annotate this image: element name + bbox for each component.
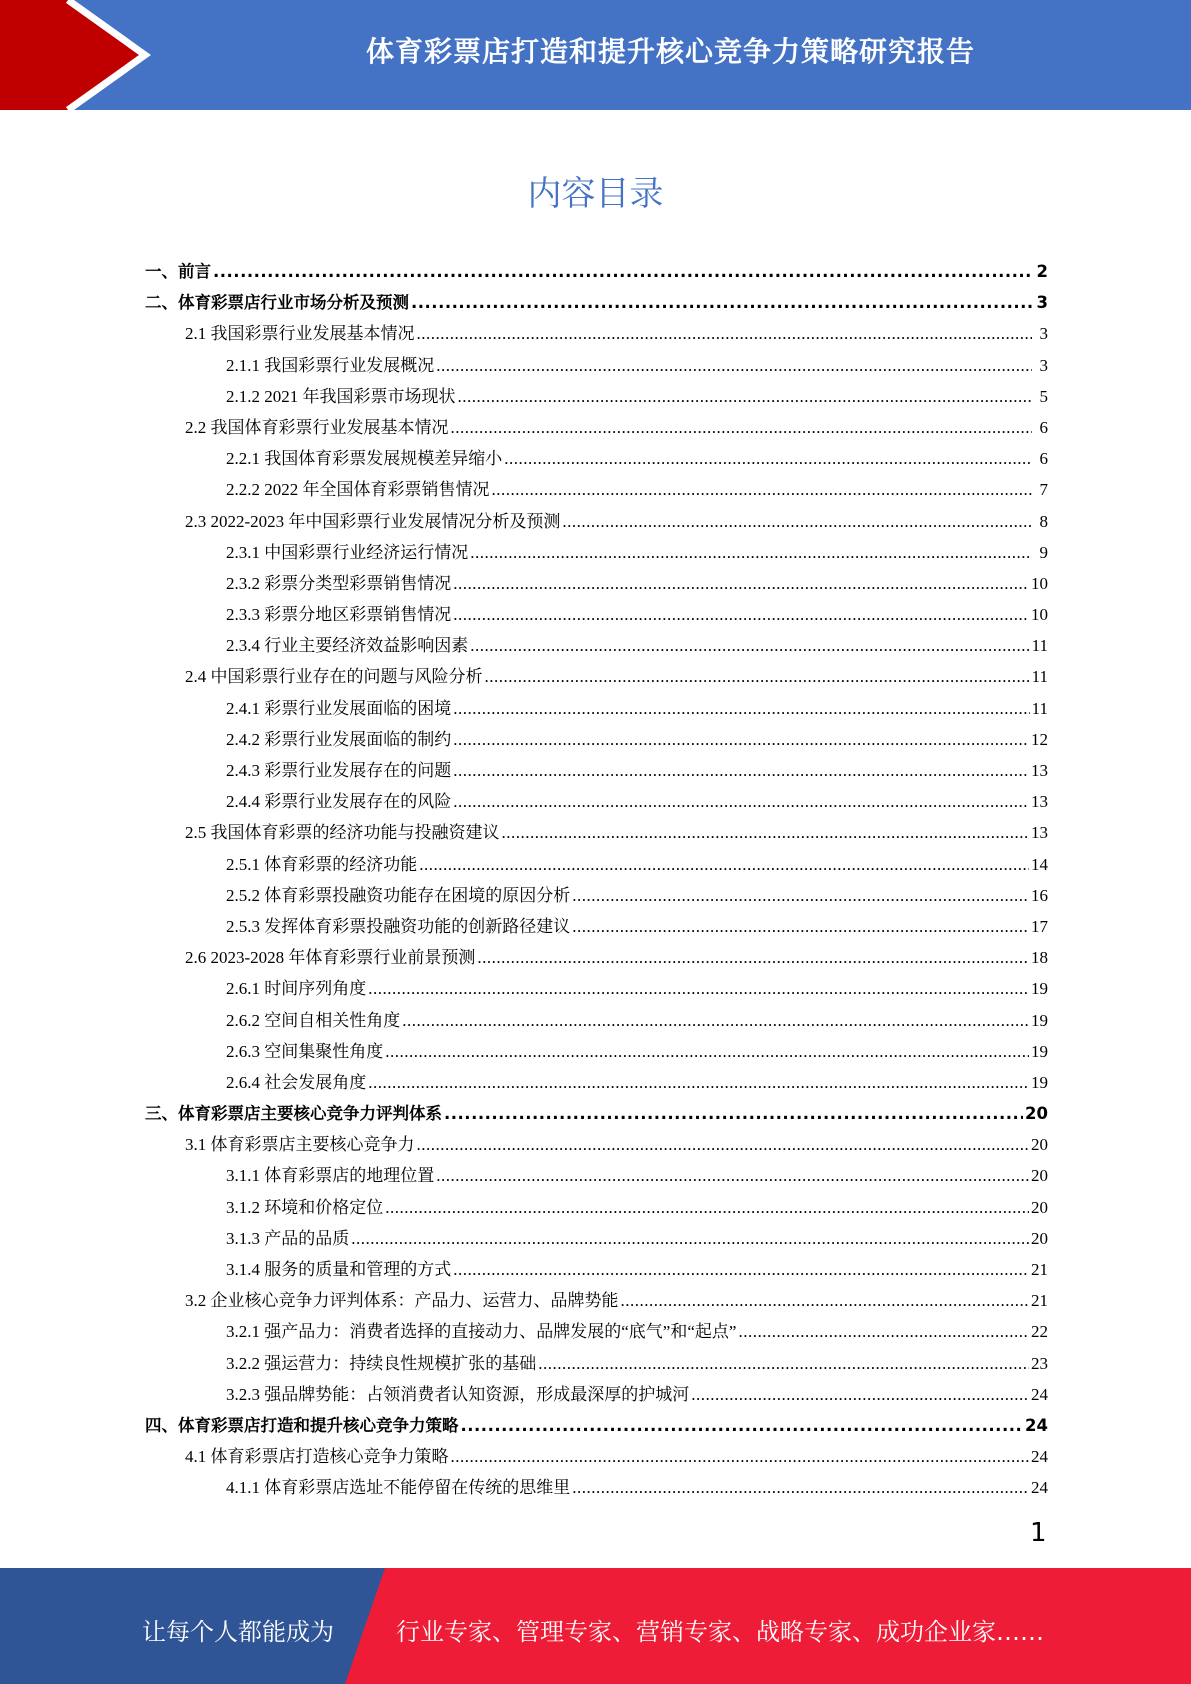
dot-leader — [385, 1192, 1029, 1223]
toc-entry-page: 20 — [1031, 1197, 1048, 1217]
dot-leader — [368, 1067, 1029, 1098]
dot-leader — [453, 1254, 1029, 1285]
toc-entry-page: 11 — [1031, 698, 1048, 718]
toc-entry-page: 10 — [1031, 573, 1048, 593]
toc-entry-page: 13 — [1031, 761, 1048, 780]
dot-leader — [417, 1129, 1030, 1160]
toc-entry-page: 21 — [1031, 1291, 1048, 1311]
toc-entry[interactable] — [145, 381, 1048, 412]
toc-entry[interactable] — [145, 911, 1048, 942]
page-number: 1 — [1030, 1518, 1047, 1548]
toc-entry-page: 8 — [1039, 511, 1048, 531]
dot-leader — [368, 973, 1029, 1004]
toc-entry[interactable] — [145, 724, 1048, 755]
toc-entry-label: 4.1 体育彩票店打造核心竞争力策略 — [185, 1447, 449, 1467]
toc-entry[interactable] — [145, 318, 1048, 349]
toc-entry[interactable] — [145, 350, 1048, 381]
dot-leader — [502, 817, 1030, 848]
dot-leader — [485, 661, 1030, 692]
dot-leader — [451, 1441, 1030, 1472]
dot-leader — [436, 1160, 1029, 1191]
dot-leader — [691, 1379, 1029, 1410]
toc-entry[interactable] — [145, 1223, 1048, 1254]
toc-entry[interactable] — [145, 973, 1048, 1004]
dot-leader — [562, 506, 1032, 537]
toc-entry-page: 3 — [1039, 324, 1048, 344]
toc-entry-label: 2.2 我国体育彩票行业发展基本情况 — [185, 417, 449, 437]
toc-entry-label: 3.1.4 服务的质量和管理的方式 — [226, 1260, 452, 1279]
dot-leader — [451, 412, 1033, 443]
toc-entry[interactable] — [145, 661, 1048, 692]
toc-entry-page: 11 — [1031, 636, 1048, 656]
dot-leader — [470, 630, 1029, 661]
toc-entry-page: 20 — [1031, 1166, 1048, 1186]
toc-entry-page: 3 — [1036, 293, 1048, 313]
toc-entry[interactable] — [145, 1348, 1048, 1379]
toc-entry[interactable] — [145, 1472, 1048, 1503]
dot-leader — [453, 693, 1029, 724]
toc-entry-page: 23 — [1031, 1353, 1048, 1373]
dot-leader — [572, 1472, 1029, 1503]
toc-entry-page: 12 — [1031, 729, 1048, 749]
toc-entry-label: 2.3.4 行业主要经济效益影响因素 — [226, 636, 469, 656]
dot-leader — [213, 256, 1032, 287]
toc-entry[interactable] — [145, 1254, 1048, 1285]
footer-slogan-right: 行业专家、管理专家、营销专家、战略专家、成功企业家…… — [396, 1618, 1044, 1646]
dot-leader — [477, 942, 1029, 973]
toc-entry-label: 3.1.2 环境和价格定位 — [226, 1197, 384, 1217]
dot-leader — [453, 755, 1029, 786]
toc-entry[interactable] — [145, 755, 1048, 786]
toc-entry[interactable] — [145, 412, 1048, 443]
toc-entry[interactable] — [145, 849, 1048, 880]
toc-entry-label: 3.1 体育彩票店主要核心竞争力 — [185, 1135, 415, 1155]
dot-leader — [461, 1410, 1024, 1441]
toc-entry-label: 2.5 我国体育彩票的经济功能与投融资建议 — [185, 823, 500, 843]
toc-entry[interactable] — [145, 1316, 1048, 1347]
dot-leader — [458, 381, 1033, 412]
toc-entry[interactable] — [145, 942, 1048, 973]
toc-entry[interactable] — [145, 1379, 1048, 1410]
toc-entry[interactable] — [145, 1067, 1048, 1098]
toc-entry-page: 11 — [1031, 667, 1048, 687]
toc-entry-label: 2.6.2 空间自相关性角度 — [226, 1010, 401, 1030]
toc-entry-label: 2.4.1 彩票行业发展面临的困境 — [226, 698, 452, 718]
toc-entry[interactable] — [145, 1036, 1048, 1067]
toc-entry-label: 3.1.1 体育彩票店的地理位置 — [226, 1166, 435, 1186]
toc-entry-label: 一、前言 — [145, 262, 211, 281]
toc-entry[interactable] — [145, 630, 1048, 661]
report-title: 体育彩票店打造和提升核心竞争力策略研究报告 — [365, 35, 975, 68]
toc-entry[interactable] — [145, 506, 1048, 537]
toc-entry-page: 7 — [1039, 480, 1048, 500]
toc-entry-label: 2.3.3 彩票分地区彩票销售情况 — [226, 605, 452, 625]
toc-entry-label: 2.6.3 空间集聚性角度 — [226, 1041, 384, 1061]
dot-leader — [738, 1316, 1029, 1347]
toc-entry-page: 20 — [1031, 1228, 1048, 1248]
footer-slogan-left: 让每个人都能成为 — [142, 1618, 334, 1646]
toc-entry-label: 2.3.2 彩票分类型彩票销售情况 — [226, 573, 452, 593]
toc-entry-label: 2.5.1 体育彩票的经济功能 — [226, 854, 418, 874]
toc-entry-label: 3.2 企业核心竞争力评判体系：产品力、运营力、品牌势能 — [185, 1291, 619, 1311]
toc-entry-label: 2.5.2 体育彩票投融资功能存在困境的原因分析 — [226, 885, 571, 905]
dot-leader — [621, 1285, 1030, 1316]
dot-leader — [492, 474, 1033, 505]
dot-leader — [538, 1348, 1029, 1379]
toc-entry-label: 2.6.1 时间序列角度 — [226, 979, 367, 999]
toc-entry-page: 20 — [1025, 1104, 1048, 1124]
toc-entry-page: 9 — [1039, 542, 1048, 562]
dot-leader — [385, 1036, 1029, 1067]
toc-entry-label: 4.1.1 体育彩票店选址不能停留在传统的思维里 — [226, 1478, 571, 1498]
toc-entry[interactable] — [145, 1441, 1048, 1472]
toc-entry-label: 2.1 我国彩票行业发展基本情况 — [185, 324, 415, 344]
toc-entry-page: 14 — [1031, 854, 1048, 874]
toc-entry[interactable] — [145, 1129, 1048, 1160]
toc-entry[interactable] — [145, 1192, 1048, 1223]
toc-entry-label: 3.2.1 强产品力：消费者选择的直接动力、品牌发展的“底气”和“起点” — [226, 1322, 737, 1342]
toc-entry[interactable] — [145, 537, 1048, 568]
toc-entry-label: 四、体育彩票店打造和提升核心竞争力策略 — [145, 1415, 459, 1435]
toc-entry-label: 2.4.3 彩票行业发展存在的问题 — [226, 761, 452, 780]
toc-entry[interactable] — [145, 1285, 1048, 1316]
toc-entry-page: 5 — [1039, 386, 1048, 406]
toc-entry-label: 2.2.1 我国体育彩票发展规模差异缩小 — [226, 449, 503, 469]
toc-entry-page: 10 — [1031, 605, 1048, 625]
toc-entry-page: 19 — [1031, 979, 1048, 999]
dot-leader — [453, 786, 1029, 817]
toc-entry-label: 2.5.3 发挥体育彩票投融资功能的创新路径建议 — [226, 916, 571, 936]
toc-entry[interactable] — [145, 1160, 1048, 1191]
toc-entry-label: 三、体育彩票店主要核心竞争力评判体系 — [145, 1104, 442, 1124]
toc-entry-page: 21 — [1031, 1260, 1048, 1279]
toc-entry[interactable] — [145, 1098, 1048, 1129]
toc-entry-page: 19 — [1031, 1072, 1048, 1092]
toc-entry-label: 2.4.2 彩票行业发展面临的制约 — [226, 729, 452, 749]
toc-entry-label: 3.2.2 强运营力：持续良性规模扩张的基础 — [226, 1353, 537, 1373]
toc-entry-label: 3.2.3 强品牌势能：占领消费者认知资源，形成最深厚的护城河 — [226, 1384, 690, 1404]
dot-leader — [572, 911, 1029, 942]
toc-entry-page: 19 — [1031, 1041, 1048, 1061]
dot-leader — [470, 537, 1032, 568]
toc-entry-page: 2 — [1036, 262, 1048, 281]
toc-entry[interactable] — [145, 1410, 1048, 1441]
toc-entry-page: 16 — [1031, 885, 1048, 905]
toc-entry-label: 2.3 2022-2023 年中国彩票行业发展情况分析及预测 — [185, 511, 561, 531]
toc-entry[interactable] — [145, 880, 1048, 911]
toc-entry[interactable] — [145, 1005, 1048, 1036]
dot-leader — [453, 568, 1029, 599]
toc-entry[interactable] — [145, 786, 1048, 817]
dot-leader — [419, 849, 1029, 880]
toc-entry-page: 13 — [1031, 792, 1048, 812]
toc-entry[interactable] — [145, 443, 1048, 474]
toc-entry[interactable] — [145, 817, 1048, 848]
toc-entry[interactable] — [145, 256, 1048, 287]
toc-entry-page: 17 — [1031, 916, 1048, 936]
toc-entry[interactable] — [145, 599, 1048, 630]
toc-entry-page: 6 — [1039, 417, 1048, 437]
toc-entry-page: 20 — [1031, 1135, 1048, 1155]
toc-entry-label: 2.6.4 社会发展角度 — [226, 1072, 367, 1092]
toc-entry-page: 18 — [1031, 948, 1048, 968]
toc-entry-label: 2.4.4 彩票行业发展存在的风险 — [226, 792, 452, 812]
dot-leader — [453, 724, 1029, 755]
dot-leader — [417, 318, 1033, 349]
dot-leader — [351, 1223, 1029, 1254]
toc-entry-label: 2.2.2 2022 年全国体育彩票销售情况 — [226, 480, 490, 500]
dot-leader — [453, 599, 1029, 630]
toc-entry-label: 二、体育彩票店行业市场分析及预测 — [145, 293, 409, 313]
toc-entry[interactable] — [145, 474, 1048, 505]
toc-entry-label: 2.3.1 中国彩票行业经济运行情况 — [226, 542, 469, 562]
toc-entry-label: 2.1.1 我国彩票行业发展概况 — [226, 355, 435, 375]
toc-entry-page: 19 — [1031, 1010, 1048, 1030]
toc-entry-page: 24 — [1025, 1415, 1048, 1435]
red-arrow-decoration — [0, 0, 160, 110]
toc-entry-page: 13 — [1031, 823, 1048, 843]
toc-entry-label: 2.6 2023-2028 年体育彩票行业前景预测 — [185, 948, 476, 968]
toc-entry-page: 22 — [1031, 1322, 1048, 1342]
toc-entry-label: 2.1.2 2021 年我国彩票市场现状 — [226, 386, 456, 406]
toc-entry-page: 24 — [1031, 1384, 1048, 1404]
dot-leader — [436, 350, 1032, 381]
page-footer — [0, 1568, 1191, 1684]
toc-entry-page: 3 — [1039, 355, 1048, 375]
toc-entry-label: 2.4 中国彩票行业存在的问题与风险分析 — [185, 667, 483, 687]
dot-leader — [411, 287, 1032, 318]
toc-entry-page: 6 — [1039, 449, 1048, 469]
toc-entry[interactable] — [145, 693, 1048, 724]
table-of-contents — [145, 256, 1048, 1504]
toc-entry[interactable] — [145, 568, 1048, 599]
toc-entry[interactable] — [145, 287, 1048, 318]
dot-leader — [402, 1005, 1029, 1036]
toc-entry-label: 3.1.3 产品的品质 — [226, 1228, 350, 1248]
dot-leader — [572, 880, 1029, 911]
dot-leader — [444, 1098, 1023, 1129]
dot-leader — [504, 443, 1032, 474]
toc-heading: 内容目录 — [527, 174, 664, 214]
toc-entry-page: 24 — [1031, 1478, 1048, 1498]
page-header — [0, 0, 1191, 110]
toc-entry-page: 24 — [1031, 1447, 1048, 1467]
